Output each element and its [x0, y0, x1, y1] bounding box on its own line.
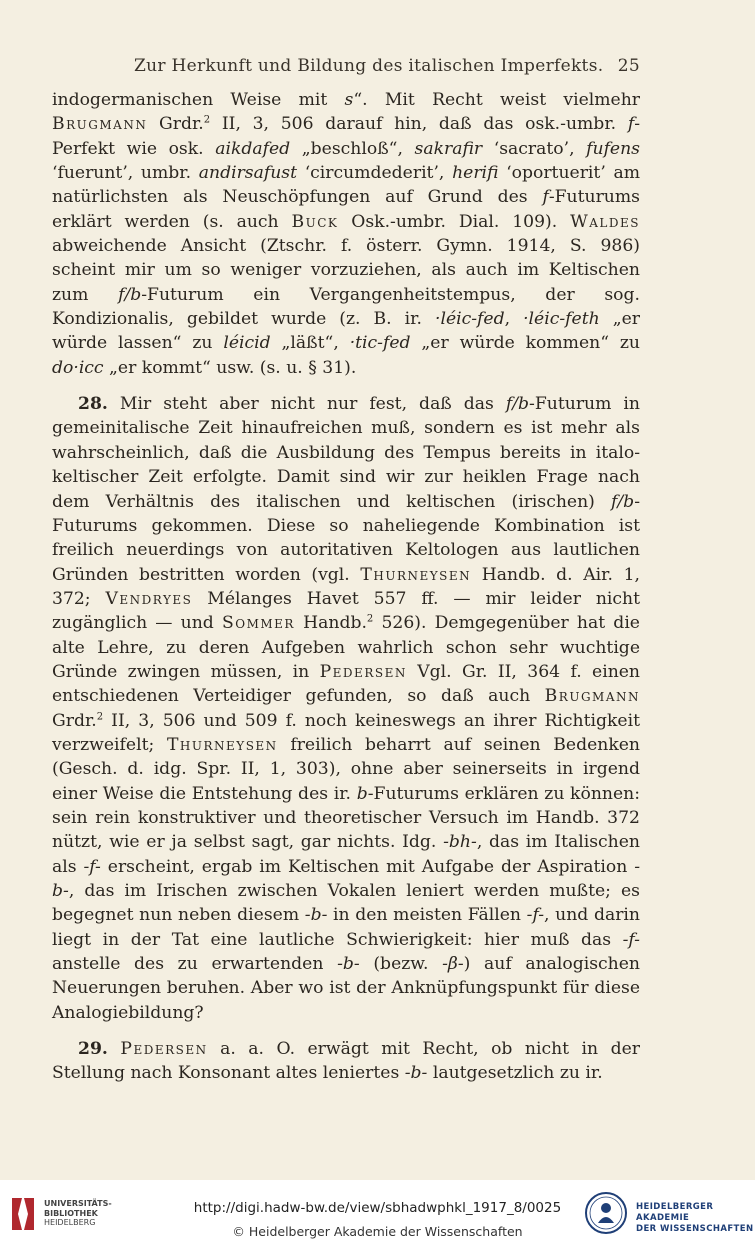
author-name: Buck: [291, 211, 339, 232]
section-number: 28.: [78, 394, 108, 415]
section-number: 29.: [78, 1039, 108, 1060]
author-name: Brugmann: [52, 114, 148, 135]
university-library-name: UNIVERSITÄTS- BIBLIOTHEK HEIDELBERG: [44, 1199, 112, 1227]
author-name: Pedersen: [120, 1039, 208, 1060]
author-name: Thurneysen: [166, 734, 278, 755]
running-title: Zur Herkunft und Bildung des italischen Imperfekts.: [134, 56, 604, 76]
page-number: 25: [617, 56, 640, 76]
author-name: Sommer: [221, 613, 295, 634]
academy-seal-icon[interactable]: [584, 1191, 628, 1235]
copyright-notice: © Heidelberger Akademie der Wissenschaften: [232, 1224, 523, 1239]
author-name: Thurneysen: [360, 564, 472, 585]
paragraph-29: 29. Pedersen a. a. O. erwägt mit Recht, ob nicht in der Stellung nach Konsonant altes leniertes -b- lautgesetzlich zu ir.: [52, 1039, 640, 1084]
author-name: Waldes: [570, 211, 640, 232]
paragraph-continuation: indogermanischen Weise mit s“. Mit Recht weist vielmehr Brugmann Grdr.$^2$ II, 3, 506 darauf hin, daß das osk.-umbr. f-Perfekt wie osk. aikdafed „beschloß“, sakrafir ‘sacrato’, fufens ‘fuerunt’, umbr. andirsafust ‘circumdederit’, herifi ‘oportuerit’ am natürlichsten als Neuschöpfungen auf Grund des f-Futurums erklärt werden (s. auch Buck Osk.-umbr. Dial. 109). Waldes abweichende Ansicht (Ztschr. f. österr. Gymn. 1914, S. 986) scheint mir um so weniger vorzuziehen, als auch im Keltischen zum f/b-Futurum ein Vergangenheitstempus, der sog. Kondizionalis, gebildet wurde (z. B. ir. ·léic-fed, ·léic-feth „er würde lassen“ zu léicid „läßt“, ·tic-fed „er würde kommen“ zu do·icc „er kommt“ usw. (s. u. § 31).: [52, 90, 641, 378]
document-url-link[interactable]: http://digi.hadw-bw.de/view/sbhadwphkl_1917_8/0025: [193, 1200, 562, 1216]
viewer-footer: [0, 1180, 755, 1251]
body-text: [52, 88, 640, 1086]
author-name: Brugmann: [544, 686, 640, 707]
academy-name: HEIDELBERGER AKADEMIE DER WISSENSCHAFTEN: [636, 1202, 754, 1234]
author-name: Vendryes: [105, 588, 193, 609]
author-name: Pedersen: [319, 661, 407, 682]
paragraph-28: 28. Mir steht aber nicht nur fest, daß das f/b-Futurum in gemeinitalische Zeit hinaufreichen muß, sondern es ist mehr als wahrscheinlich, daß die Ausbildung des Tempus bereits in italo-keltischer Zeit erfolgte. Damit sind wir zur heiklen Frage nach dem Verhältnis des italischen und keltischen (irischen) f/b-Futurums gekommen. Diese so naheliegende Kombination ist freilich neuerdings von autoritativen Keltologen aus lautlichen Gründen bestritten worden (vgl. Thurneysen Handb. d. Air. 1, 372; Vendryes Mélanges Havet 557 ff. — mir leider nicht zugänglich — und Sommer Handb.$^2$ 526). Demgegenüber hat die alte Lehre, zu deren Aufgeben wahrlich schon sehr wuchtige Gründe zwingen müssen, in Pedersen Vgl. Gr. II, 364 f. einen entschiedenen Verteidiger gefunden, so daß auch Brugmann Grdr.$^2$ II, 3, 506 und 509 f. noch keineswegs an ihrer Richtigkeit verzweifelt; Thurneysen freilich beharrt auf seinen Bedenken (Gesch. d. idg. Spr. II, 1, 303), ohne aber seinerseits in irgend einer Weise die Entstehung des ir. b-Futurums erklären zu können: sein rein konstruktiver und theoretischer Versuch im Handb. 372 nützt, wie er ja selbst sagt, gar nichts. Idg. -bh-, das im Italischen als -f- erscheint, ergab im Keltischen mit Aufgabe der Aspiration -b-, das im Irischen zwischen Vokalen leniert werden mußte; es begegnet nun neben diesem -b- in den meisten Fällen -f-, und darin liegt in der Tat eine lautliche Schwierigkeit: hier muß das -f- anstelle des zu erwartenden -b- (bezw. -β-) auf analogischen Neuerungen beruhen. Aber wo ist der Anknüpfungspunkt für diese Analogiebildung?: [52, 394, 641, 1023]
